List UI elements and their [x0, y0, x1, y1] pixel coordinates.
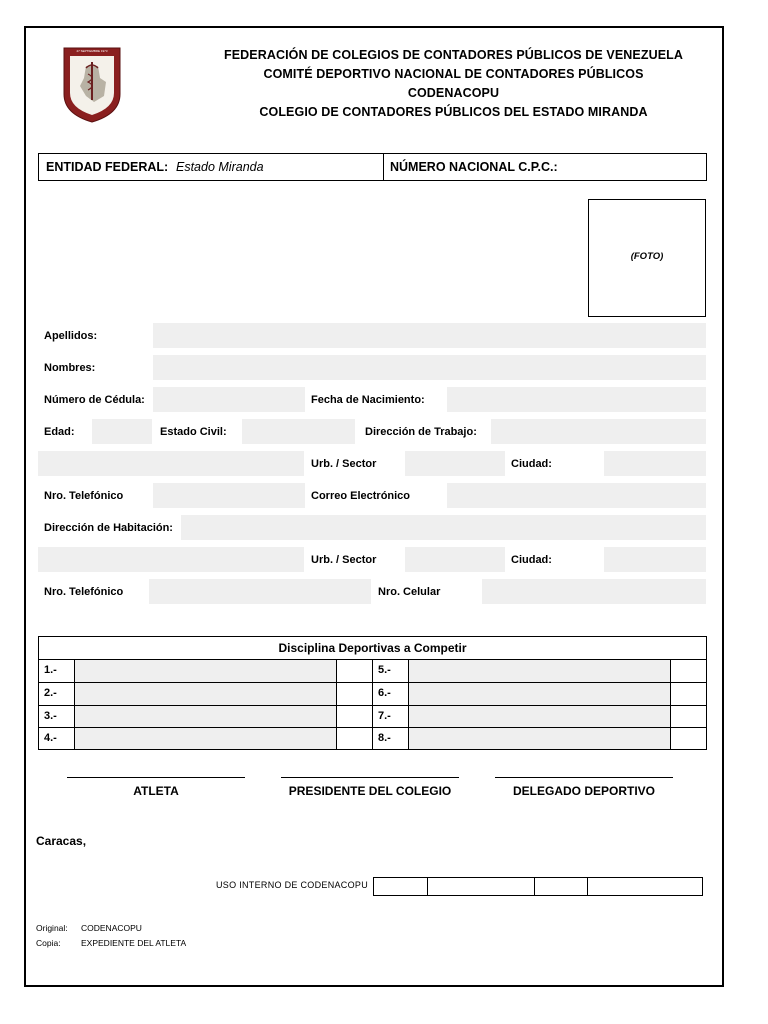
registration-form — [24, 26, 724, 987]
photo-box — [588, 199, 706, 317]
work-address-field[interactable] — [491, 419, 706, 444]
email-label: Correo Electrónico — [311, 490, 411, 502]
work-city-field[interactable] — [604, 451, 706, 476]
work-address-label: Dirección de Trabajo: — [365, 426, 477, 438]
athlete-signature-line — [67, 777, 245, 778]
apellidos-field[interactable] — [153, 323, 706, 348]
cellphone-label: Nro. Celular — [378, 586, 441, 598]
entity-row — [38, 153, 707, 181]
discipline-field-8[interactable] — [409, 728, 670, 749]
original-label: Original: — [36, 923, 68, 933]
age-field[interactable] — [92, 419, 152, 444]
header-committee: COMITÉ DEPORTIVO NACIONAL DE CONTADORES PÚBLICOS — [263, 67, 644, 81]
discipline-field-1[interactable] — [75, 660, 336, 682]
discipline-field-5[interactable] — [409, 660, 670, 682]
home-phone-label: Nro. Telefónico — [44, 586, 124, 598]
home-city-label: Ciudad: — [511, 554, 552, 566]
home-address-field[interactable] — [181, 515, 706, 540]
discipline-number-7: 7.- — [378, 710, 391, 722]
marital-status-label: Estado Civil: — [160, 426, 227, 438]
federation-seal-icon — [60, 44, 124, 124]
copy-label: Copia: — [36, 938, 61, 948]
discipline-number-3: 3.- — [44, 710, 57, 722]
internal-use-label: USO INTERNO DE CODENACOPU — [216, 880, 369, 890]
cedula-label: Número de Cédula: — [44, 394, 145, 406]
discipline-number-5: 5.- — [378, 664, 391, 676]
discipline-number-4: 4.- — [44, 732, 57, 744]
home-phone-field[interactable] — [149, 579, 371, 604]
home-city-field[interactable] — [604, 547, 706, 572]
delegate-signature-label: DELEGADO DEPORTIVO — [512, 784, 655, 798]
work-urb-field[interactable] — [405, 451, 505, 476]
header-acronym: CODENACOPU — [407, 86, 500, 100]
internal-use-box — [373, 877, 703, 896]
birthdate-field[interactable] — [447, 387, 706, 412]
birthdate-label: Fecha de Nacimiento: — [311, 394, 425, 406]
president-signature-label: PRESIDENTE DEL COLEGIO — [288, 784, 452, 798]
entity-value: Estado Miranda — [176, 160, 264, 174]
discipline-field-4[interactable] — [75, 728, 336, 749]
photo-label: (FOTO) — [630, 251, 664, 262]
work-phone-label: Nro. Telefónico — [44, 490, 124, 502]
delegate-signature-line — [495, 777, 673, 778]
discipline-field-6[interactable] — [409, 683, 670, 705]
discipline-field-2[interactable] — [75, 683, 336, 705]
disciplines-table — [38, 636, 707, 750]
home-address-label: Dirección de Habitación: — [44, 522, 173, 534]
home-urb-label: Urb. / Sector — [311, 554, 377, 566]
work-city-label: Ciudad: — [511, 458, 552, 470]
email-field[interactable] — [447, 483, 706, 508]
apellidos-label: Apellidos: — [44, 330, 98, 342]
cellphone-field[interactable] — [482, 579, 706, 604]
header-college: COLEGIO DE CONTADORES PÚBLICOS DEL ESTADO MIRANDA — [259, 105, 648, 119]
age-label: Edad: — [44, 426, 75, 438]
discipline-field-7[interactable] — [409, 706, 670, 727]
work-phone-field[interactable] — [153, 483, 305, 508]
home-address-field-2[interactable] — [38, 547, 304, 572]
discipline-number-1: 1.- — [44, 664, 57, 676]
cedula-field[interactable] — [153, 387, 305, 412]
original-value: CODENACOPU — [81, 923, 142, 933]
entity-label: ENTIDAD FEDERAL: — [46, 160, 169, 174]
athlete-signature-label: ATLETA — [133, 784, 179, 798]
copy-value: EXPEDIENTE DEL ATLETA — [81, 938, 187, 948]
header-federation: FEDERACIÓN DE COLEGIOS DE CONTADORES PÚBLICOS DE VENEZUELA — [223, 48, 684, 62]
nombres-field[interactable] — [153, 355, 706, 380]
discipline-number-8: 8.- — [378, 732, 391, 744]
disciplines-title: Disciplina Deportivas a Competir — [278, 641, 467, 655]
home-urb-field[interactable] — [405, 547, 505, 572]
seal-text: 27 SEPTIEMBRE 1973 — [76, 49, 108, 53]
city-label: Caracas, — [36, 834, 87, 848]
marital-status-field[interactable] — [242, 419, 355, 444]
discipline-field-3[interactable] — [75, 706, 336, 727]
discipline-number-2: 2.- — [44, 687, 57, 699]
work-urb-label: Urb. / Sector — [311, 458, 377, 470]
work-address-field-2[interactable] — [38, 451, 304, 476]
discipline-number-6: 6.- — [378, 687, 391, 699]
president-signature-line — [281, 777, 459, 778]
national-number-label: NÚMERO NACIONAL C.P.C.: — [390, 160, 558, 174]
nombres-label: Nombres: — [44, 362, 96, 374]
